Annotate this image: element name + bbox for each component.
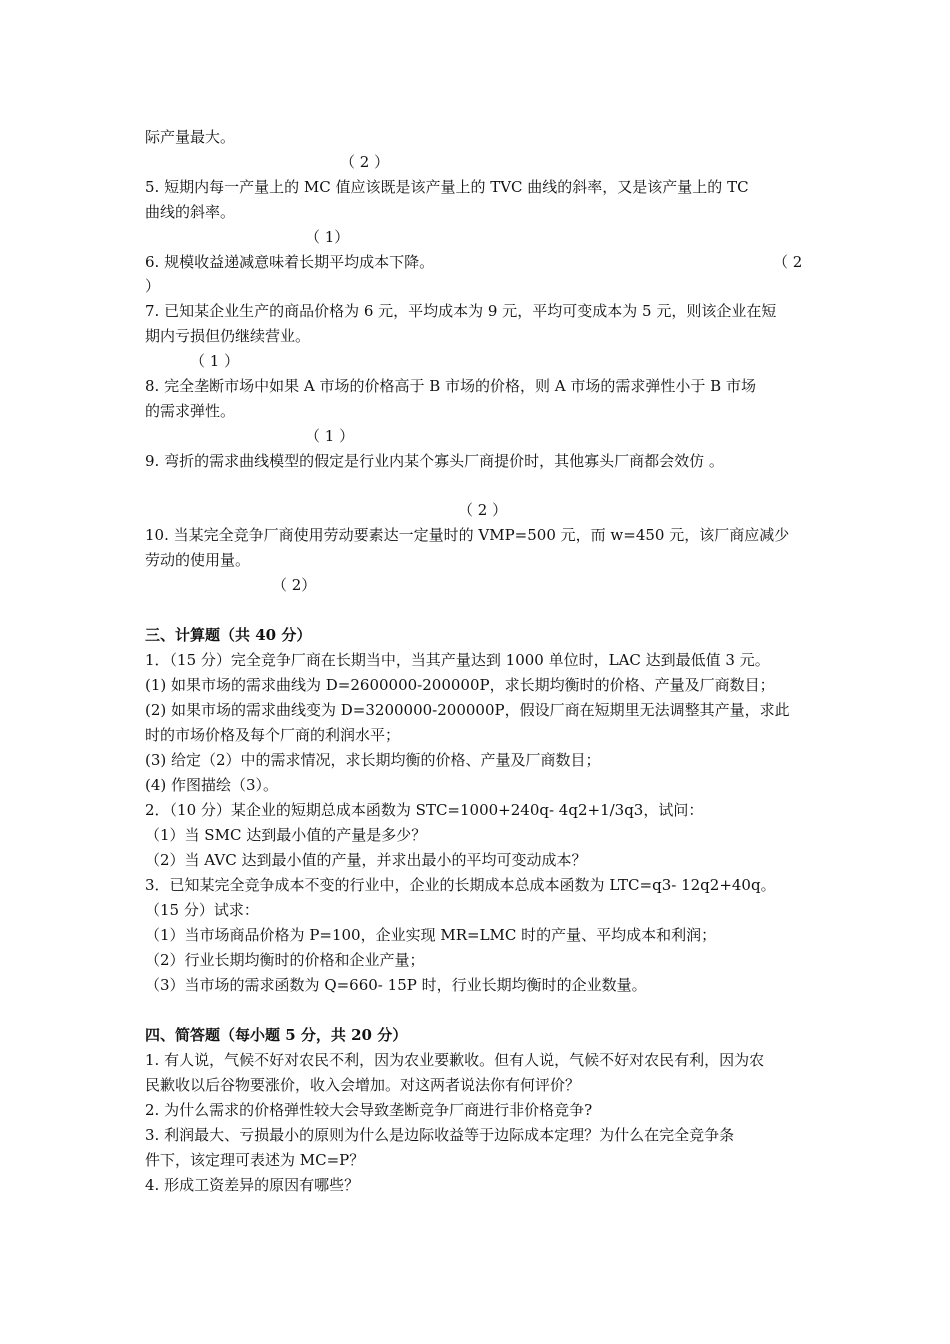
answer-mark: （ 1） <box>305 228 350 246</box>
question-5-line-1: 5. 短期内每一产量上的 MC 值应该既是该产量上的 TVC 曲线的斜率，又是该产量上的 TC <box>145 178 749 196</box>
short-question-4: 4. 形成工资差异的原因有哪些？ <box>145 1176 360 1194</box>
calc-question-2: 2．（10 分）某企业的短期总成本函数为 STC=1000+240q- 4q2+1/3q3，试问： <box>145 801 704 819</box>
answer-mark: （ 2） <box>272 576 317 594</box>
answer-mark: （ 1 ） <box>190 352 240 370</box>
question-9: 9. 弯折的需求曲线模型的假定是行业内某个寡头厂商提价时，其他寡头厂商都会效仿 。 <box>145 452 724 470</box>
answer-mark: （ 2 ） <box>340 153 390 171</box>
calc-question-1-part-4: (4) 作图描绘（3）。 <box>145 776 279 794</box>
answer-mark: （ 2 ） <box>458 501 508 519</box>
calc-question-3-cont: （15 分）试求： <box>145 901 259 919</box>
answer-mark: （ 1 ） <box>305 427 355 445</box>
calc-question-2-part-1: （1）当 SMC 达到最小值的产量是多少？ <box>145 826 427 844</box>
calc-question-3-part-1: （1）当市场商品价格为 P=100，企业实现 MR=LMC 时的产量、平均成本和利润； <box>145 926 717 944</box>
question-10-line-1: 10. 当某完全竞争厂商使用劳动要素达一定量时的 VMP=500 元，而 w=450 元，该厂商应减少 <box>145 526 790 544</box>
calc-question-1-part-3: (3) 给定（2）中的需求情况，求长期均衡的价格、产量及厂商数目； <box>145 751 601 769</box>
short-question-1-line-2: 民歉收以后谷物要涨价，收入会增加。对这两者说法你有何评价？ <box>145 1076 581 1094</box>
question-8-line-1: 8. 完全垄断市场中如果 A 市场的价格高于 B 市场的价格，则 A 市场的需求弹性小于 B 市场 <box>145 377 756 395</box>
short-question-3-line-1: 3. 利润最大、亏损最小的原则为什么是边际收益等于边际成本定理？为什么在完全竞争条 <box>145 1126 735 1144</box>
section-heading-short-answer: 四、简答题（每小题 5 分，共 20 分） <box>145 1026 408 1044</box>
calc-question-1-part-2-cont: 时的市场价格及每个厂商的利润水平； <box>145 726 401 744</box>
calc-question-3-part-2: （2）行业长期均衡时的价格和企业产量； <box>145 951 425 969</box>
answer-mark-close: ） <box>145 277 161 295</box>
calc-question-2-part-2: （2）当 AVC 达到最小值的产量，并求出最小的平均可变动成本？ <box>145 851 587 869</box>
question-6: 6. 规模收益递减意味着长期平均成本下降。 <box>145 253 435 271</box>
calc-question-3: 3．已知某完全竞争成本不变的行业中，企业的长期成本总成本函数为 LTC=q3- 12q2+40q。 <box>145 876 776 894</box>
question-7-line-1: 7. 已知某企业生产的商品价格为 6 元，平均成本为 9 元，平均可变成本为 5 元，则该企业在短 <box>145 302 777 320</box>
short-question-3-line-2: 件下，该定理可表述为 MC=P？ <box>145 1151 365 1169</box>
calc-question-1-part-2: (2) 如果市场的需求曲线变为 D=3200000-200000P，假设厂商在短期里无法调整其产量，求此 <box>145 701 790 719</box>
text-line: 际产量最大。 <box>145 128 236 146</box>
calc-question-1-part-1: (1) 如果市场的需求曲线为 D=2600000-200000P，求长期均衡时的价格、产量及厂商数目； <box>145 676 775 694</box>
question-5-line-2: 曲线的斜率。 <box>145 203 236 221</box>
question-10-line-2: 劳动的使用量。 <box>145 551 251 569</box>
calc-question-3-part-3: （3）当市场的需求函数为 Q=660- 15P 时，行业长期均衡时的企业数量。 <box>145 976 647 994</box>
short-question-2: 2. 为什么需求的价格弹性较大会导致垄断竞争厂商进行非价格竞争? <box>145 1101 593 1119</box>
short-question-1-line-1: 1. 有人说，气候不好对农民不利，因为农业要歉收。但有人说，气候不好对农民有利，因为农 <box>145 1051 765 1069</box>
calc-question-1: 1．（15 分）完全竞争厂商在长期当中，当其产量达到 1000 单位时，LAC 达到最低值 3 元。 <box>145 651 770 669</box>
section-heading-calculation: 三、计算题（共 40 分） <box>145 626 312 644</box>
answer-mark: （ 2 <box>773 253 803 271</box>
question-8-line-2: 的需求弹性。 <box>145 402 236 420</box>
question-7-line-2: 期内亏损但仍继续营业。 <box>145 327 311 345</box>
